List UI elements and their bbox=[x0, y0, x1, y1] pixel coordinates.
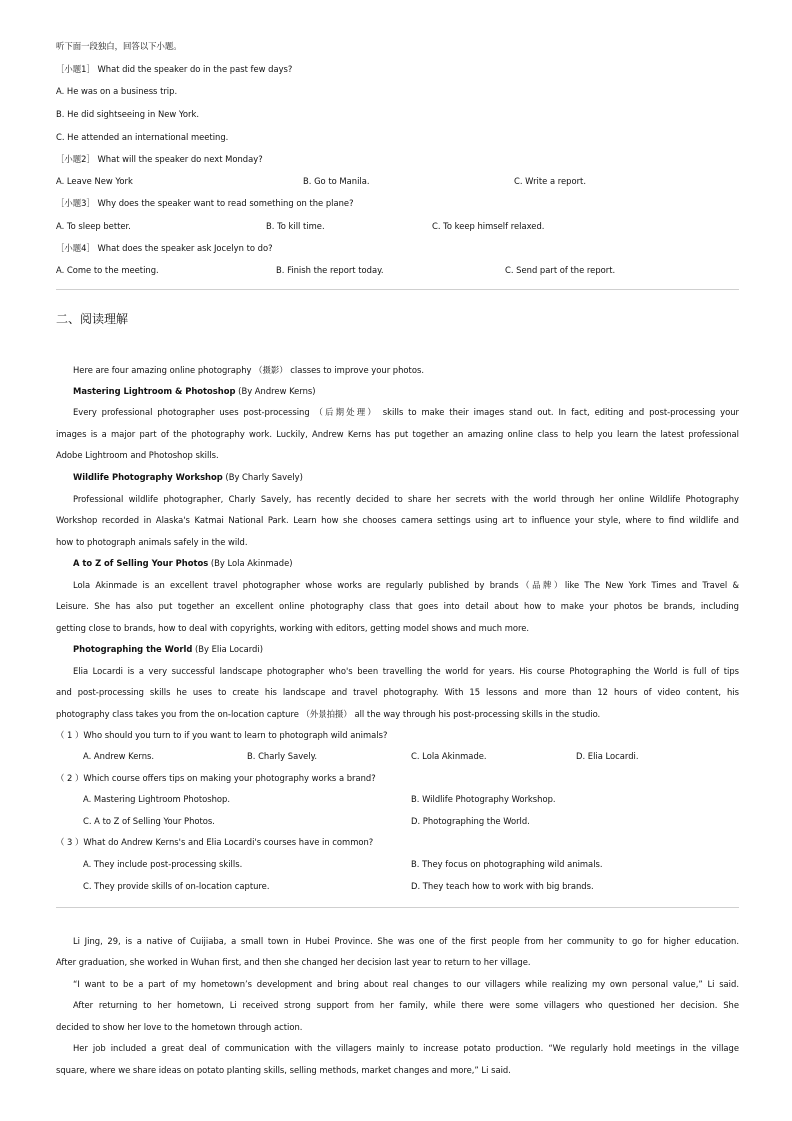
section-divider bbox=[56, 289, 739, 290]
listening-q1-option-b: B. He did sightseeing in New York. bbox=[56, 109, 199, 119]
course2-line-1: Professional wildlife photographer, Charly Savely, has recently decided to share her secrets with the world through her online Wildlife Photography bbox=[73, 494, 739, 504]
course1-heading bbox=[73, 385, 316, 397]
listening-question-3: ［小题3］ Why does the speaker want to read something on the plane? bbox=[56, 198, 354, 208]
course3-author: (By Lola Akinmade) bbox=[208, 558, 293, 568]
passage2-p4-line-2: square, where we share ideas on potato planting skills, selling methods, market changes and more,” Li said. bbox=[56, 1065, 511, 1075]
course3-line-1: Lola Akinmade is an excellent travel photographer whose works are regularly published by brands（品牌）like The New York Times and Travel & bbox=[73, 580, 739, 590]
course1-line-1: Every professional photographer uses post-processing （后期处理） skills to make their images stand out. In fact, editing and post-processing your bbox=[73, 407, 739, 417]
reading-q3-option-d: D. They teach how to work with big brands. bbox=[411, 881, 594, 891]
listening-q3-option-c: C. To keep himself relaxed. bbox=[432, 221, 545, 231]
course1-title: Mastering Lightroom & Photoshop bbox=[73, 386, 236, 396]
passage2-p1-line-1: Li Jing, 29, is a native of Cuijiaba, a small town in Hubei Province. She was one of the first people from her community to go for higher education. bbox=[73, 936, 739, 946]
course2-title: Wildlife Photography Workshop bbox=[73, 472, 223, 482]
reading-q1-option-c: C. Lola Akinmade. bbox=[411, 751, 487, 761]
listening-q4-option-c: C. Send part of the report. bbox=[505, 265, 616, 275]
reading-q2-option-d: D. Photographing the World. bbox=[411, 816, 530, 826]
course4-line-1: Elia Locardi is a very successful landscape photographer who's been travelling the world for years. His course Photographing the World is full of tips bbox=[73, 666, 739, 676]
course2-line-3: how to photograph animals safely in the wild. bbox=[56, 537, 248, 547]
course1-author: (By Andrew Kerns) bbox=[235, 386, 316, 396]
course1-line-2: images is a major part of the photography work. Luckily, Andrew Kerns has put together an amazing online class to help you learn the latest professional bbox=[56, 429, 739, 439]
listening-question-4: ［小题4］ What does the speaker ask Jocelyn to do? bbox=[56, 243, 273, 253]
listening-q3-option-a: A. To sleep better. bbox=[56, 221, 131, 231]
passage2-p3-line-1: After returning to her hometown, Li received strong support from her family, while there were some villagers who questioned her decision. She bbox=[73, 1000, 739, 1010]
course3-title-a: A to Z of bbox=[73, 558, 114, 568]
reading-q2-option-a: A. Mastering Lightroom Photoshop. bbox=[83, 794, 231, 804]
listening-question-2: ［小题2］ What will the speaker do next Monday? bbox=[56, 154, 263, 164]
course1-line-3: Adobe Lightroom and Photoshop skills. bbox=[56, 450, 219, 460]
listening-question-1: ［小题1］ What did the speaker do in the past few days? bbox=[56, 64, 293, 74]
reading-question-3: （ 3 ）What do Andrew Kerns's and Elia Locardi's courses have in common? bbox=[56, 837, 374, 847]
listening-q1-option-c: C. He attended an international meeting. bbox=[56, 132, 229, 142]
course4-line-3: photography class takes you from the on-location capture （外景拍摄） all the way through his post-processing skills in the studio. bbox=[56, 709, 601, 719]
passage2-p4-line-1: Her job included a great deal of communication with the villagers mainly to increase potato production. “We regularly hold meetings in the village bbox=[73, 1043, 739, 1053]
course4-title: Photographing the World bbox=[73, 644, 193, 654]
reading-question-1: （ 1 ）Who should you turn to if you want to learn to photograph wild animals? bbox=[56, 730, 388, 740]
course3-line-3: getting close to brands, how to deal with copyrights, working with editors, getting model shows and much more. bbox=[56, 623, 530, 633]
listening-intro: 听下面一段独白，回答以下小题。 bbox=[56, 41, 182, 51]
course2-line-2: Workshop recorded in Alaska's Katmai National Park. Learn how she chooses camera settings using art to influence your style, where to find wildlife and bbox=[56, 515, 739, 525]
section-title-reading: 二、阅读理解 bbox=[56, 312, 129, 326]
passage1-intro: Here are four amazing online photography （摄影） classes to improve your photos. bbox=[73, 365, 424, 375]
course2-author: (By Charly Savely) bbox=[222, 472, 303, 482]
listening-q4-option-b: B. Finish the report today. bbox=[276, 265, 384, 275]
reading-q1-option-d: D. Elia Locardi. bbox=[576, 751, 639, 761]
course4-author: (By Elia Locardi) bbox=[192, 644, 263, 654]
course3-line-2: Leisure. She has also put together an excellent online photography class that goes into detail about how to make your photos be brands, including bbox=[56, 601, 739, 611]
reading-q3-option-a: A. They include post-processing skills. bbox=[83, 859, 243, 869]
course3-heading bbox=[73, 557, 293, 569]
course4-heading bbox=[73, 643, 263, 655]
course4-line-2: and post-processing skills he uses to create his landscape and travel photography. With 15 lessons and more than 12 hours of video content, his bbox=[56, 687, 739, 697]
listening-q2-option-b: B. Go to Manila. bbox=[303, 176, 370, 186]
passage-divider bbox=[56, 907, 739, 908]
listening-q1-option-a: A. He was on a business trip. bbox=[56, 86, 178, 96]
listening-q2-option-c: C. Write a report. bbox=[514, 176, 586, 186]
listening-q3-option-b: B. To kill time. bbox=[266, 221, 325, 231]
reading-q3-option-c: C. They provide skills of on-location capture. bbox=[83, 881, 270, 891]
passage2-p1-line-2: After graduation, she worked in Wuhan first, and then she changed her decision last year to return to her village. bbox=[56, 957, 531, 967]
listening-q2-option-a: A. Leave New York bbox=[56, 176, 133, 186]
reading-q2-option-c: C. A to Z of Selling Your Photos. bbox=[83, 816, 215, 826]
reading-question-2: （ 2 ）Which course offers tips on making your photography works a brand? bbox=[56, 773, 376, 783]
course2-heading bbox=[73, 471, 303, 483]
passage2-p3-line-2: decided to show her love to the hometown through action. bbox=[56, 1022, 303, 1032]
course3-title-b: Selling Your Photos bbox=[113, 558, 209, 568]
reading-q1-option-b: B. Charly Savely. bbox=[247, 751, 318, 761]
reading-q1-option-a: A. Andrew Kerns. bbox=[83, 751, 155, 761]
reading-q2-option-b: B. Wildlife Photography Workshop. bbox=[411, 794, 556, 804]
reading-q3-option-b: B. They focus on photographing wild animals. bbox=[411, 859, 603, 869]
passage2-p2: “I want to be a part of my hometown’s development and bring about real changes to our villagers while realizing my own personal value,” Li said. bbox=[73, 979, 739, 989]
listening-q4-option-a: A. Come to the meeting. bbox=[56, 265, 159, 275]
